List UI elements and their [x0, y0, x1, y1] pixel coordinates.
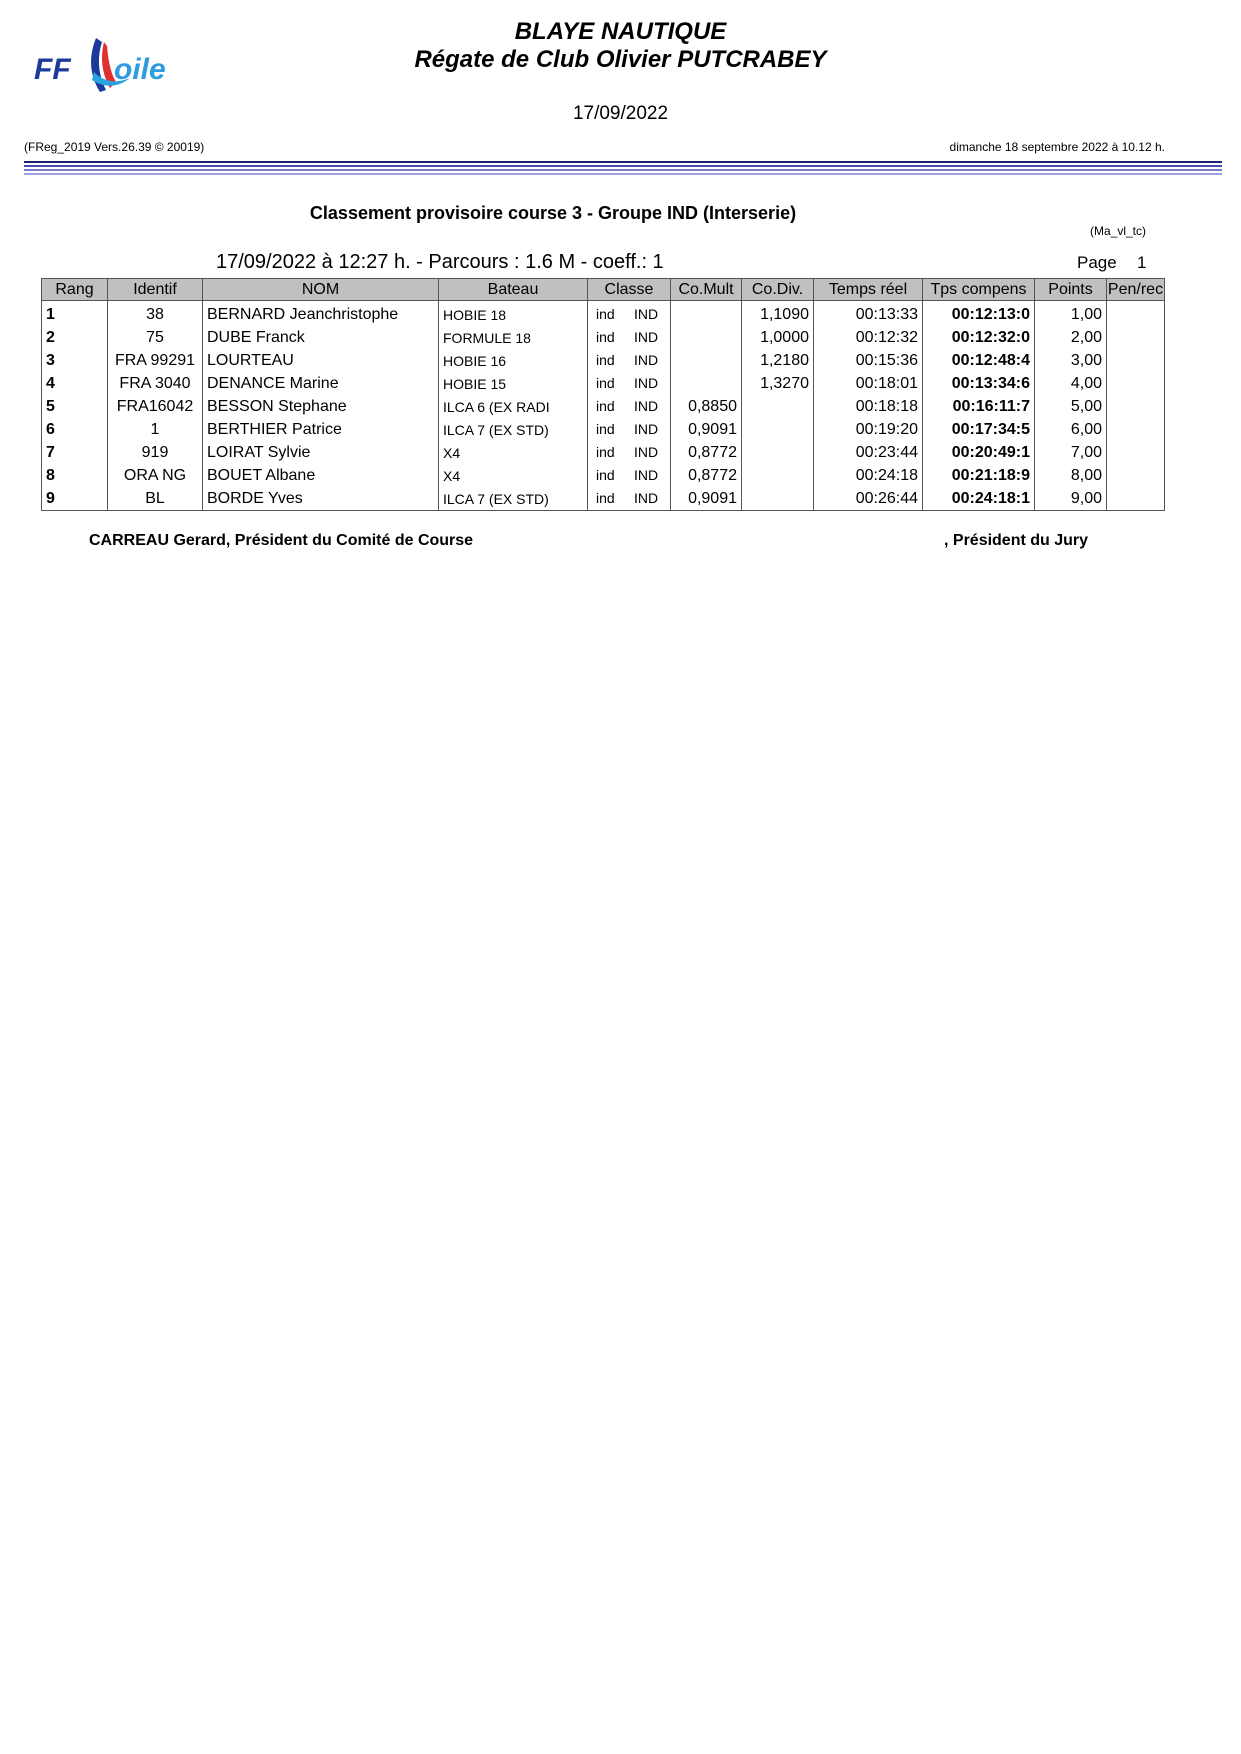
cell-points: 1,00: [1035, 301, 1107, 327]
cell-bateau: ILCA 7 (EX STD): [439, 418, 588, 441]
cell-identif: FRA16042: [108, 395, 203, 418]
cell-classe-group: IND: [634, 466, 659, 483]
col-points: Points: [1035, 279, 1107, 301]
cell-classe-group: IND: [634, 305, 659, 322]
col-tps-compens: Tps compens: [923, 279, 1035, 301]
cell-tps-compens: 00:12:48:4: [923, 349, 1035, 372]
cell-classe: [588, 349, 671, 372]
col-temps-reel: Temps réel: [814, 279, 923, 301]
cell-nom: BORDE Yves: [203, 487, 439, 511]
col-classe: Classe: [588, 279, 671, 301]
cell-temps-reel: 00:23:44: [814, 441, 923, 464]
cell-classe-code: ind: [596, 466, 615, 483]
table-row: [42, 487, 1165, 511]
cell-temps-reel: 00:12:32: [814, 326, 923, 349]
cell-penrec: [1107, 301, 1165, 327]
cell-penrec: [1107, 418, 1165, 441]
cell-penrec: [1107, 441, 1165, 464]
cell-classe-code: ind: [596, 489, 615, 506]
cell-classe-code: ind: [596, 374, 615, 391]
cell-classe-group: IND: [634, 443, 659, 460]
cell-comult: 0,8772: [671, 464, 742, 487]
cell-bateau: HOBIE 15: [439, 372, 588, 395]
cell-nom: LOIRAT Sylvie: [203, 441, 439, 464]
cell-nom: BOUET Albane: [203, 464, 439, 487]
cell-comult: [671, 349, 742, 372]
logo-ff-text: FF: [34, 53, 71, 86]
cell-penrec: [1107, 349, 1165, 372]
cell-tps-compens: 00:13:34:6: [923, 372, 1035, 395]
cell-tps-compens: 00:12:13:0: [923, 301, 1035, 327]
committee-signature: CARREAU Gerard, Président du Comité de Course: [89, 532, 474, 549]
cell-nom: BERTHIER Patrice: [203, 418, 439, 441]
cell-bateau: ILCA 6 (EX RADI: [439, 395, 588, 418]
results-table: [41, 278, 1165, 511]
col-identif: Identif: [108, 279, 203, 301]
cell-codiv: 1,2180: [742, 349, 814, 372]
cell-tps-compens: 00:17:34:5: [923, 418, 1035, 441]
jury-signature: , Président du Jury: [944, 532, 1089, 549]
cell-bateau: FORMULE 18: [439, 326, 588, 349]
cell-comult: 0,8850: [671, 395, 742, 418]
cell-tps-compens: 00:20:49:1: [923, 441, 1035, 464]
cell-classe: [588, 441, 671, 464]
cell-temps-reel: 00:24:18: [814, 464, 923, 487]
cell-comult: 0,9091: [671, 487, 742, 511]
cell-classe-group: IND: [634, 374, 659, 391]
cell-bateau: HOBIE 18: [439, 301, 588, 327]
cell-classe: [588, 301, 671, 327]
cell-classe: [588, 418, 671, 441]
col-codiv: Co.Div.: [742, 279, 814, 301]
cell-codiv: 1,1090: [742, 301, 814, 327]
software-version: (FReg_2019 Vers.26.39 © 20019): [24, 140, 205, 154]
cell-rang: 3: [42, 349, 108, 372]
cell-classe: [588, 372, 671, 395]
cell-codiv: [742, 418, 814, 441]
cell-rang: 2: [42, 326, 108, 349]
col-comult: Co.Mult: [671, 279, 742, 301]
cell-identif: BL: [108, 487, 203, 511]
cell-points: 4,00: [1035, 372, 1107, 395]
cell-codiv: [742, 464, 814, 487]
table-row: [42, 395, 1165, 418]
print-date: dimanche 18 septembre 2022 à 10.12 h.: [949, 140, 1165, 154]
cell-points: 6,00: [1035, 418, 1107, 441]
cell-penrec: [1107, 464, 1165, 487]
course-info: 17/09/2022 à 12:27 h. - Parcours : 1.6 M - coeff.: 1: [216, 251, 664, 273]
cell-identif: 75: [108, 326, 203, 349]
cell-codiv: [742, 441, 814, 464]
page-number: 1: [1137, 253, 1147, 272]
cell-identif: 1: [108, 418, 203, 441]
cell-classe-group: IND: [634, 489, 659, 506]
cell-classe-code: ind: [596, 397, 615, 414]
cell-nom: BESSON Stephane: [203, 395, 439, 418]
cell-points: 7,00: [1035, 441, 1107, 464]
cell-penrec: [1107, 326, 1165, 349]
cell-identif: 38: [108, 301, 203, 327]
cell-classe-code: ind: [596, 328, 615, 345]
cell-tps-compens: 00:12:32:0: [923, 326, 1035, 349]
cell-penrec: [1107, 395, 1165, 418]
col-penrec: Pen/rec: [1107, 279, 1165, 301]
cell-comult: [671, 326, 742, 349]
cell-rang: 5: [42, 395, 108, 418]
cell-points: 2,00: [1035, 326, 1107, 349]
cell-codiv: [742, 487, 814, 511]
cell-classe-group: IND: [634, 397, 659, 414]
cell-temps-reel: 00:19:20: [814, 418, 923, 441]
cell-temps-reel: 00:18:18: [814, 395, 923, 418]
cell-points: 3,00: [1035, 349, 1107, 372]
cell-tps-compens: 00:21:18:9: [923, 464, 1035, 487]
cell-classe: [588, 464, 671, 487]
cell-nom: DUBE Franck: [203, 326, 439, 349]
cell-rang: 6: [42, 418, 108, 441]
cell-classe: [588, 487, 671, 511]
table-row: [42, 326, 1165, 349]
cell-nom: LOURTEAU: [203, 349, 439, 372]
logo-voile-text: oile: [114, 53, 166, 86]
table-row: [42, 441, 1165, 464]
cell-rang: 9: [42, 487, 108, 511]
cell-penrec: [1107, 372, 1165, 395]
cell-comult: 0,9091: [671, 418, 742, 441]
cell-points: 5,00: [1035, 395, 1107, 418]
cell-classe-group: IND: [634, 420, 659, 437]
report-heading: Classement provisoire course 3 - Groupe IND (Interserie): [309, 203, 797, 223]
col-rang: Rang: [42, 279, 108, 301]
cell-codiv: [742, 395, 814, 418]
cell-temps-reel: 00:18:01: [814, 372, 923, 395]
cell-bateau: X4: [439, 441, 588, 464]
cell-codiv: 1,3270: [742, 372, 814, 395]
cell-classe: [588, 395, 671, 418]
cell-points: 8,00: [1035, 464, 1107, 487]
cell-classe-code: ind: [596, 443, 615, 460]
table-row: [42, 349, 1165, 372]
cell-tps-compens: 00:24:18:1: [923, 487, 1035, 511]
cell-classe-code: ind: [596, 305, 615, 322]
cell-bateau: HOBIE 16: [439, 349, 588, 372]
cell-tps-compens: 00:16:11:7: [923, 395, 1035, 418]
cell-bateau: ILCA 7 (EX STD): [439, 487, 588, 511]
cell-nom: DENANCE Marine: [203, 372, 439, 395]
cell-classe: [588, 326, 671, 349]
cell-rang: 1: [42, 301, 108, 327]
cell-comult: [671, 372, 742, 395]
col-nom: NOM: [203, 279, 439, 301]
cell-temps-reel: 00:15:36: [814, 349, 923, 372]
cell-points: 9,00: [1035, 487, 1107, 511]
regatta-title: Régate de Club Olivier PUTCRABEY: [414, 46, 827, 73]
cell-identif: FRA 99291: [108, 349, 203, 372]
cell-rang: 4: [42, 372, 108, 395]
cell-codiv: 1,0000: [742, 326, 814, 349]
table-row: [42, 464, 1165, 487]
cell-bateau: X4: [439, 464, 588, 487]
cell-identif: ORA NG: [108, 464, 203, 487]
cell-penrec: [1107, 487, 1165, 511]
cell-comult: [671, 301, 742, 327]
cell-temps-reel: 00:13:33: [814, 301, 923, 327]
col-bateau: Bateau: [439, 279, 588, 301]
cell-rang: 8: [42, 464, 108, 487]
event-date: 17/09/2022: [572, 103, 669, 124]
header-rule: [24, 161, 1222, 177]
club-title: BLAYE NAUTIQUE: [514, 18, 727, 45]
report-code: (Ma_vl_tc): [1089, 224, 1146, 238]
table-row: [42, 301, 1165, 327]
cell-temps-reel: 00:26:44: [814, 487, 923, 511]
cell-identif: 919: [108, 441, 203, 464]
cell-identif: FRA 3040: [108, 372, 203, 395]
table-row: [42, 372, 1165, 395]
cell-classe-code: ind: [596, 351, 615, 368]
table-row: [42, 418, 1165, 441]
table-header-row: [42, 279, 1165, 301]
cell-classe-code: ind: [596, 420, 615, 437]
cell-rang: 7: [42, 441, 108, 464]
cell-nom: BERNARD Jeanchristophe: [203, 301, 439, 327]
cell-comult: 0,8772: [671, 441, 742, 464]
cell-classe-group: IND: [634, 328, 659, 345]
cell-classe-group: IND: [634, 351, 659, 368]
page-label: Page: [1077, 253, 1117, 272]
